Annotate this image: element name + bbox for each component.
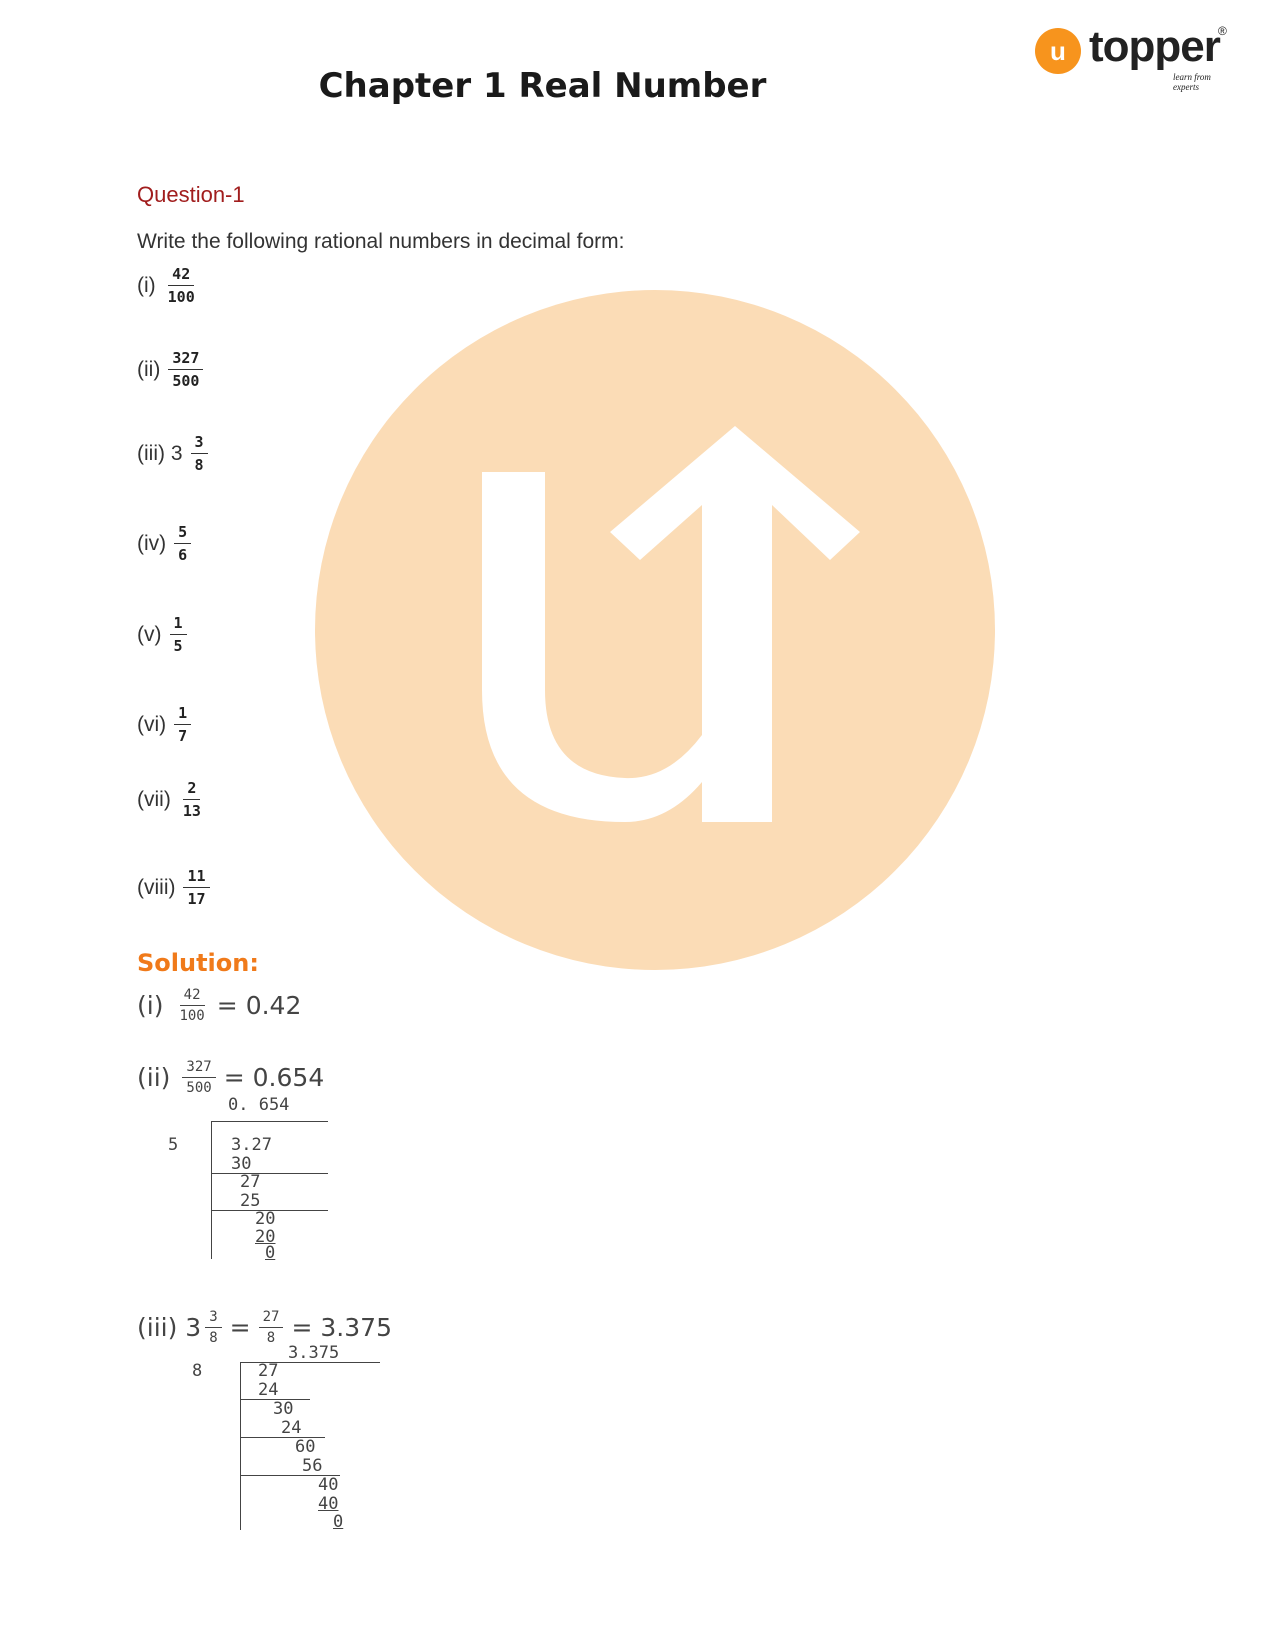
fraction: [174, 522, 191, 565]
step-value: 25: [240, 1191, 261, 1211]
remainder: 0: [265, 1243, 276, 1263]
fraction: [168, 348, 203, 391]
numerator: 1: [170, 613, 187, 635]
step-value: 24: [258, 1380, 279, 1400]
step-value: 27: [240, 1172, 261, 1192]
equals-sign: =: [216, 991, 238, 1020]
solution-item: [137, 1058, 324, 1097]
question-text: Write the following rational numbers in decimal form:: [137, 230, 625, 253]
numerator: 11: [183, 866, 209, 888]
denominator: 500: [186, 1080, 212, 1096]
step-value: 56: [302, 1456, 323, 1476]
division-bar: [211, 1121, 328, 1122]
solution-heading: Solution:: [137, 949, 259, 977]
numerator: 2: [183, 778, 200, 800]
numerator: 327: [182, 1058, 215, 1078]
item-label: (i): [137, 991, 164, 1020]
denominator: 8: [194, 456, 204, 474]
step-rule: [211, 1173, 328, 1174]
item-label: (vii): [137, 787, 171, 811]
item-label: (vi): [137, 712, 167, 736]
logo-tagline: learn from experts: [1173, 72, 1211, 92]
quotient: 0. 654: [228, 1095, 290, 1115]
item-label: (ii): [137, 1063, 171, 1092]
denominator: 7: [178, 727, 188, 745]
equals-sign: =: [229, 1313, 251, 1342]
numerator: 42: [180, 986, 205, 1006]
item-label: (viii): [137, 875, 176, 899]
question-item: [137, 522, 191, 565]
fraction: [174, 703, 191, 746]
equals-sign: =: [291, 1313, 313, 1342]
denominator: 100: [179, 1008, 205, 1024]
item-label: (i): [137, 273, 156, 297]
question-item: [137, 613, 187, 656]
step-value: 24: [281, 1418, 302, 1438]
solution-item: [137, 1308, 392, 1347]
dividend: 3.27: [231, 1135, 272, 1155]
numerator: 42: [168, 264, 194, 286]
fraction: [259, 1308, 284, 1347]
numerator: 327: [168, 348, 203, 370]
fraction: [183, 866, 209, 909]
quotient: 3.375: [288, 1343, 340, 1363]
step-value: 30: [273, 1399, 294, 1419]
fraction: [191, 432, 208, 475]
denominator: 13: [182, 802, 201, 820]
fraction: [170, 613, 187, 656]
fraction: [164, 264, 199, 307]
denominator: 17: [187, 890, 206, 908]
step-value: 60: [295, 1437, 316, 1457]
divisor: 8: [192, 1361, 203, 1381]
item-label: (iv): [137, 531, 167, 555]
question-item: [137, 703, 191, 746]
denominator: 8: [209, 1330, 218, 1346]
registered-mark: ®: [1218, 24, 1227, 38]
question-item: [137, 432, 208, 475]
numerator: 27: [259, 1308, 284, 1328]
denominator: 100: [167, 288, 195, 306]
question-item: [137, 348, 203, 391]
denominator: 8: [266, 1330, 276, 1346]
denominator: 6: [178, 546, 188, 564]
numerator: 3: [205, 1308, 221, 1328]
division-bracket: [211, 1121, 212, 1259]
question-item: [137, 866, 210, 909]
item-label: (ii): [137, 357, 161, 381]
numerator: 1: [174, 703, 191, 725]
decimal-result: 0.42: [245, 991, 302, 1020]
solution-item: [137, 986, 301, 1025]
step-value: 40: [318, 1475, 339, 1495]
question-item: [137, 778, 205, 821]
divisor: 5: [168, 1135, 179, 1155]
step-value: 20: [255, 1209, 276, 1229]
logo-badge-icon: u: [1035, 28, 1081, 74]
item-label: (v): [137, 622, 162, 646]
numerator: 5: [174, 522, 191, 544]
page-title: Chapter 1 Real Number: [318, 66, 767, 106]
fraction: [175, 986, 208, 1025]
item-label: (iii) 3: [137, 441, 183, 465]
decimal-result: 0.654: [252, 1063, 325, 1092]
item-label: (iii) 3: [137, 1313, 202, 1342]
fraction: [205, 1308, 221, 1347]
question-item: [137, 264, 199, 307]
equals-sign: =: [223, 1063, 245, 1092]
remainder: 0: [333, 1512, 344, 1532]
step-value: 20: [255, 1227, 276, 1247]
denominator: 500: [172, 372, 200, 390]
step-value: 40: [318, 1494, 339, 1514]
division-bracket: [240, 1362, 241, 1530]
dividend: 27: [258, 1361, 279, 1381]
denominator: 5: [173, 637, 183, 655]
step-value: 30: [231, 1154, 252, 1174]
decimal-result: 3.375: [320, 1313, 392, 1342]
logo-wordmark: topper: [1089, 22, 1220, 71]
numerator: 3: [191, 432, 208, 454]
fraction: [182, 1058, 215, 1097]
fraction: [179, 778, 205, 821]
question-heading: Question-1: [137, 182, 245, 207]
